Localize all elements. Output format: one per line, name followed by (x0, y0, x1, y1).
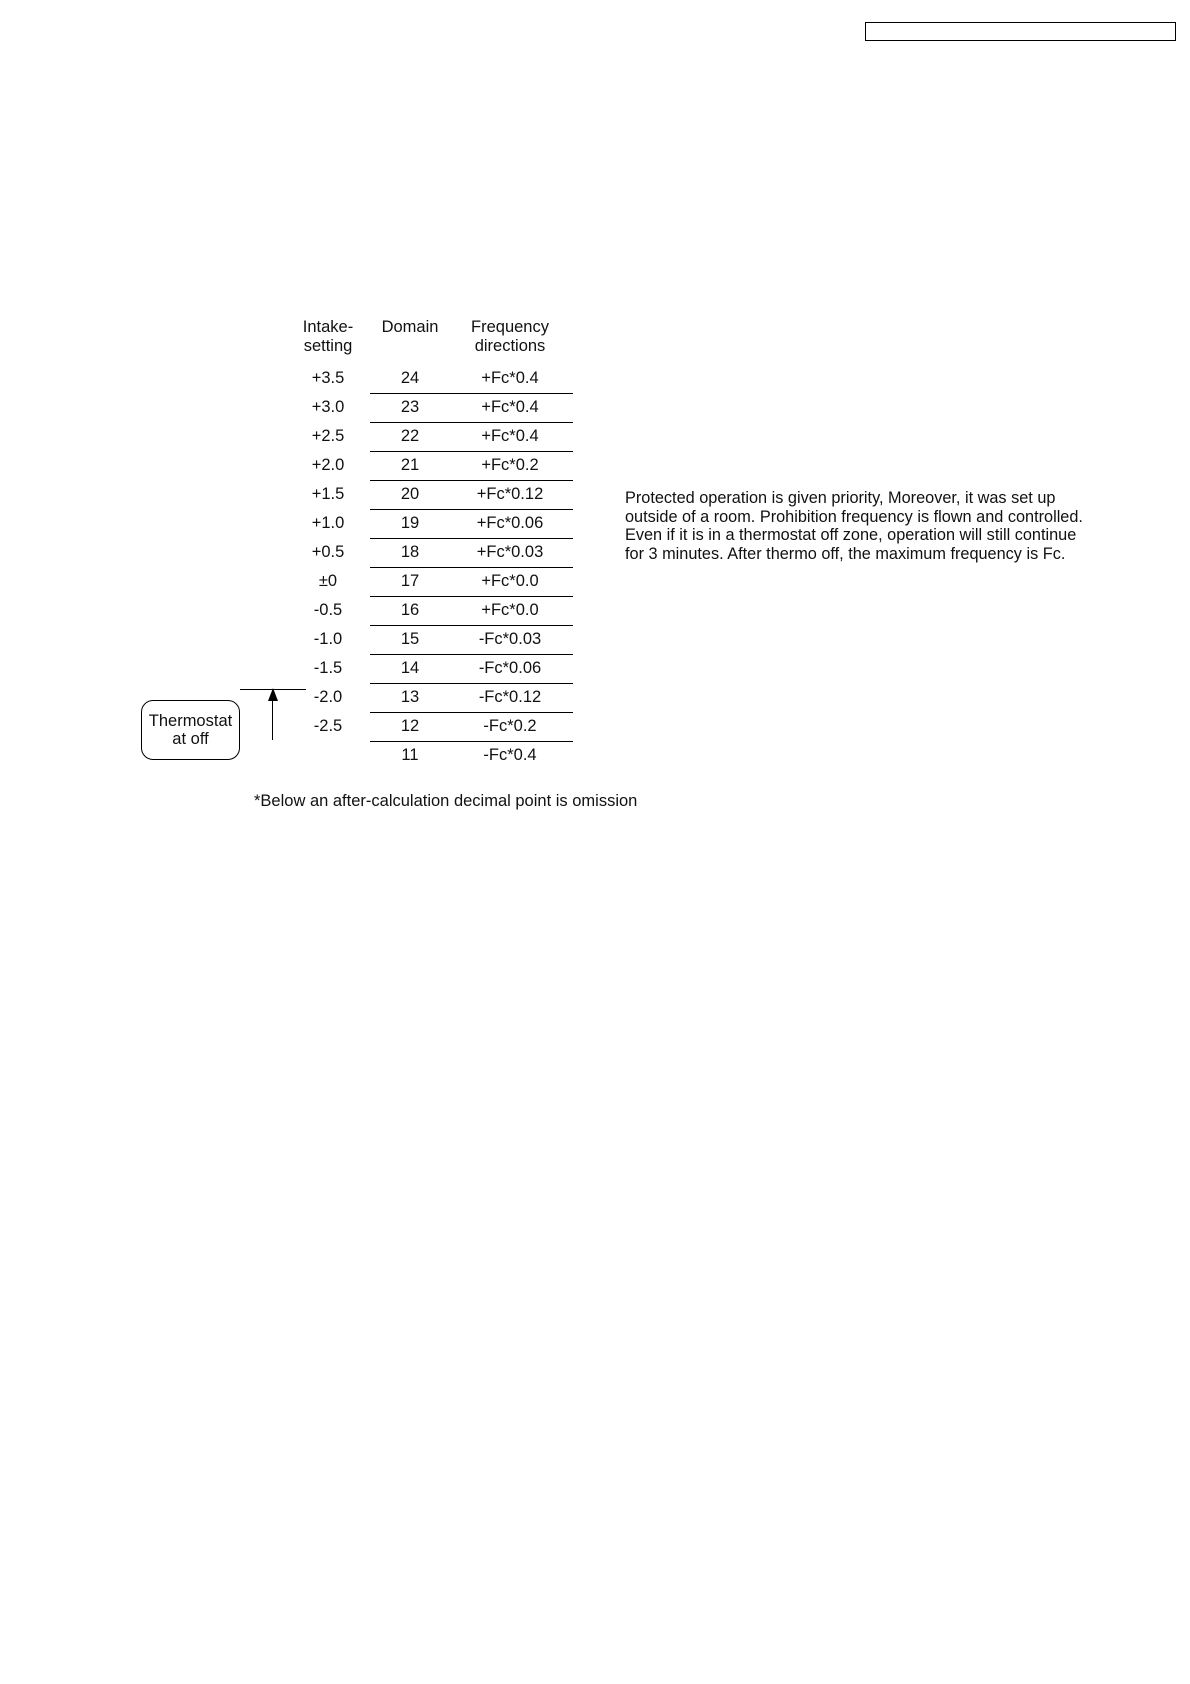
intake-header-line1: Intake- (302, 318, 354, 336)
freq-header-line2: directions (474, 337, 546, 355)
frequency-cell: +Fc*0.03 (476, 543, 544, 561)
intake-cell: +3.0 (311, 398, 345, 416)
footnote: *Below an after-calculation decimal point is omission (254, 792, 638, 810)
intake-cell: -0.5 (313, 601, 343, 619)
row-divider (370, 393, 573, 394)
arrow-up-icon (268, 688, 278, 701)
row-divider (370, 741, 573, 742)
freq-header-line1: Frequency (471, 318, 549, 336)
frequency-cell: -Fc*0.2 (483, 717, 537, 735)
domain-cell: 13 (400, 688, 420, 706)
row-divider (370, 683, 573, 684)
note-line: outside of a room. Prohibition frequency is flown and controlled. (625, 507, 1083, 526)
thermostat-line2: at off (172, 730, 209, 748)
intake-cell: ±0 (318, 572, 338, 590)
row-divider (370, 567, 573, 568)
domain-cell: 11 (401, 746, 419, 764)
domain-header: Domain (381, 318, 439, 336)
frequency-cell: +Fc*0.0 (481, 572, 539, 590)
note-line: for 3 minutes. After thermo off, the maximum frequency is Fc. (625, 545, 1066, 564)
frequency-cell: +Fc*0.0 (481, 601, 539, 619)
header-box (865, 22, 1176, 41)
thermostat-off-label (141, 700, 240, 760)
row-divider (370, 509, 573, 510)
intake-cell: -2.5 (313, 717, 343, 735)
row-divider (370, 712, 573, 713)
row-divider (370, 422, 573, 423)
frequency-cell: +Fc*0.2 (481, 456, 539, 474)
row-divider (370, 596, 573, 597)
row-divider (370, 654, 573, 655)
frequency-cell: +Fc*0.4 (481, 369, 539, 387)
frequency-cell: -Fc*0.12 (478, 688, 542, 706)
intake-cell: +3.5 (311, 369, 345, 387)
intake-cell: -1.5 (313, 659, 343, 677)
row-divider (370, 625, 573, 626)
intake-header-line2: setting (303, 337, 353, 355)
intake-cell: +1.5 (311, 485, 345, 503)
domain-cell: 20 (400, 485, 420, 503)
domain-cell: 14 (400, 659, 420, 677)
frequency-cell: +Fc*0.4 (481, 398, 539, 416)
row-divider (370, 538, 573, 539)
intake-cell: +0.5 (311, 543, 345, 561)
frequency-directions-header (455, 318, 565, 356)
intake-setting-header (283, 318, 373, 356)
domain-cell: 17 (400, 572, 420, 590)
intake-cell: -2.0 (313, 688, 343, 706)
frequency-cell: -Fc*0.4 (483, 746, 537, 764)
frequency-cell: +Fc*0.12 (476, 485, 544, 503)
domain-cell: 18 (400, 543, 420, 561)
frequency-cell: -Fc*0.06 (478, 659, 542, 677)
domain-cell: 24 (400, 369, 420, 387)
frequency-cell: +Fc*0.4 (481, 427, 539, 445)
domain-cell: 16 (400, 601, 420, 619)
domain-cell: 23 (400, 398, 420, 416)
protection-note (625, 489, 1095, 564)
intake-cell: +2.0 (311, 456, 345, 474)
note-line: Protected operation is given priority, Moreover, it was set up (625, 489, 1056, 507)
domain-cell: 22 (400, 427, 420, 445)
thermostat-line1: Thermostat (148, 712, 233, 730)
row-divider (370, 451, 573, 452)
frequency-cell: +Fc*0.06 (476, 514, 544, 532)
intake-cell: -1.0 (313, 630, 343, 648)
domain-cell: 21 (400, 456, 420, 474)
intake-cell: +1.0 (311, 514, 345, 532)
frequency-cell: -Fc*0.03 (478, 630, 542, 648)
note-line: Even if it is in a thermostat off zone, operation will still continue (625, 526, 1077, 545)
domain-cell: 15 (400, 630, 420, 648)
domain-cell: 12 (400, 717, 420, 735)
domain-cell: 19 (400, 514, 420, 532)
arrow-shaft (272, 700, 273, 740)
row-divider (370, 480, 573, 481)
intake-cell: +2.5 (311, 427, 345, 445)
